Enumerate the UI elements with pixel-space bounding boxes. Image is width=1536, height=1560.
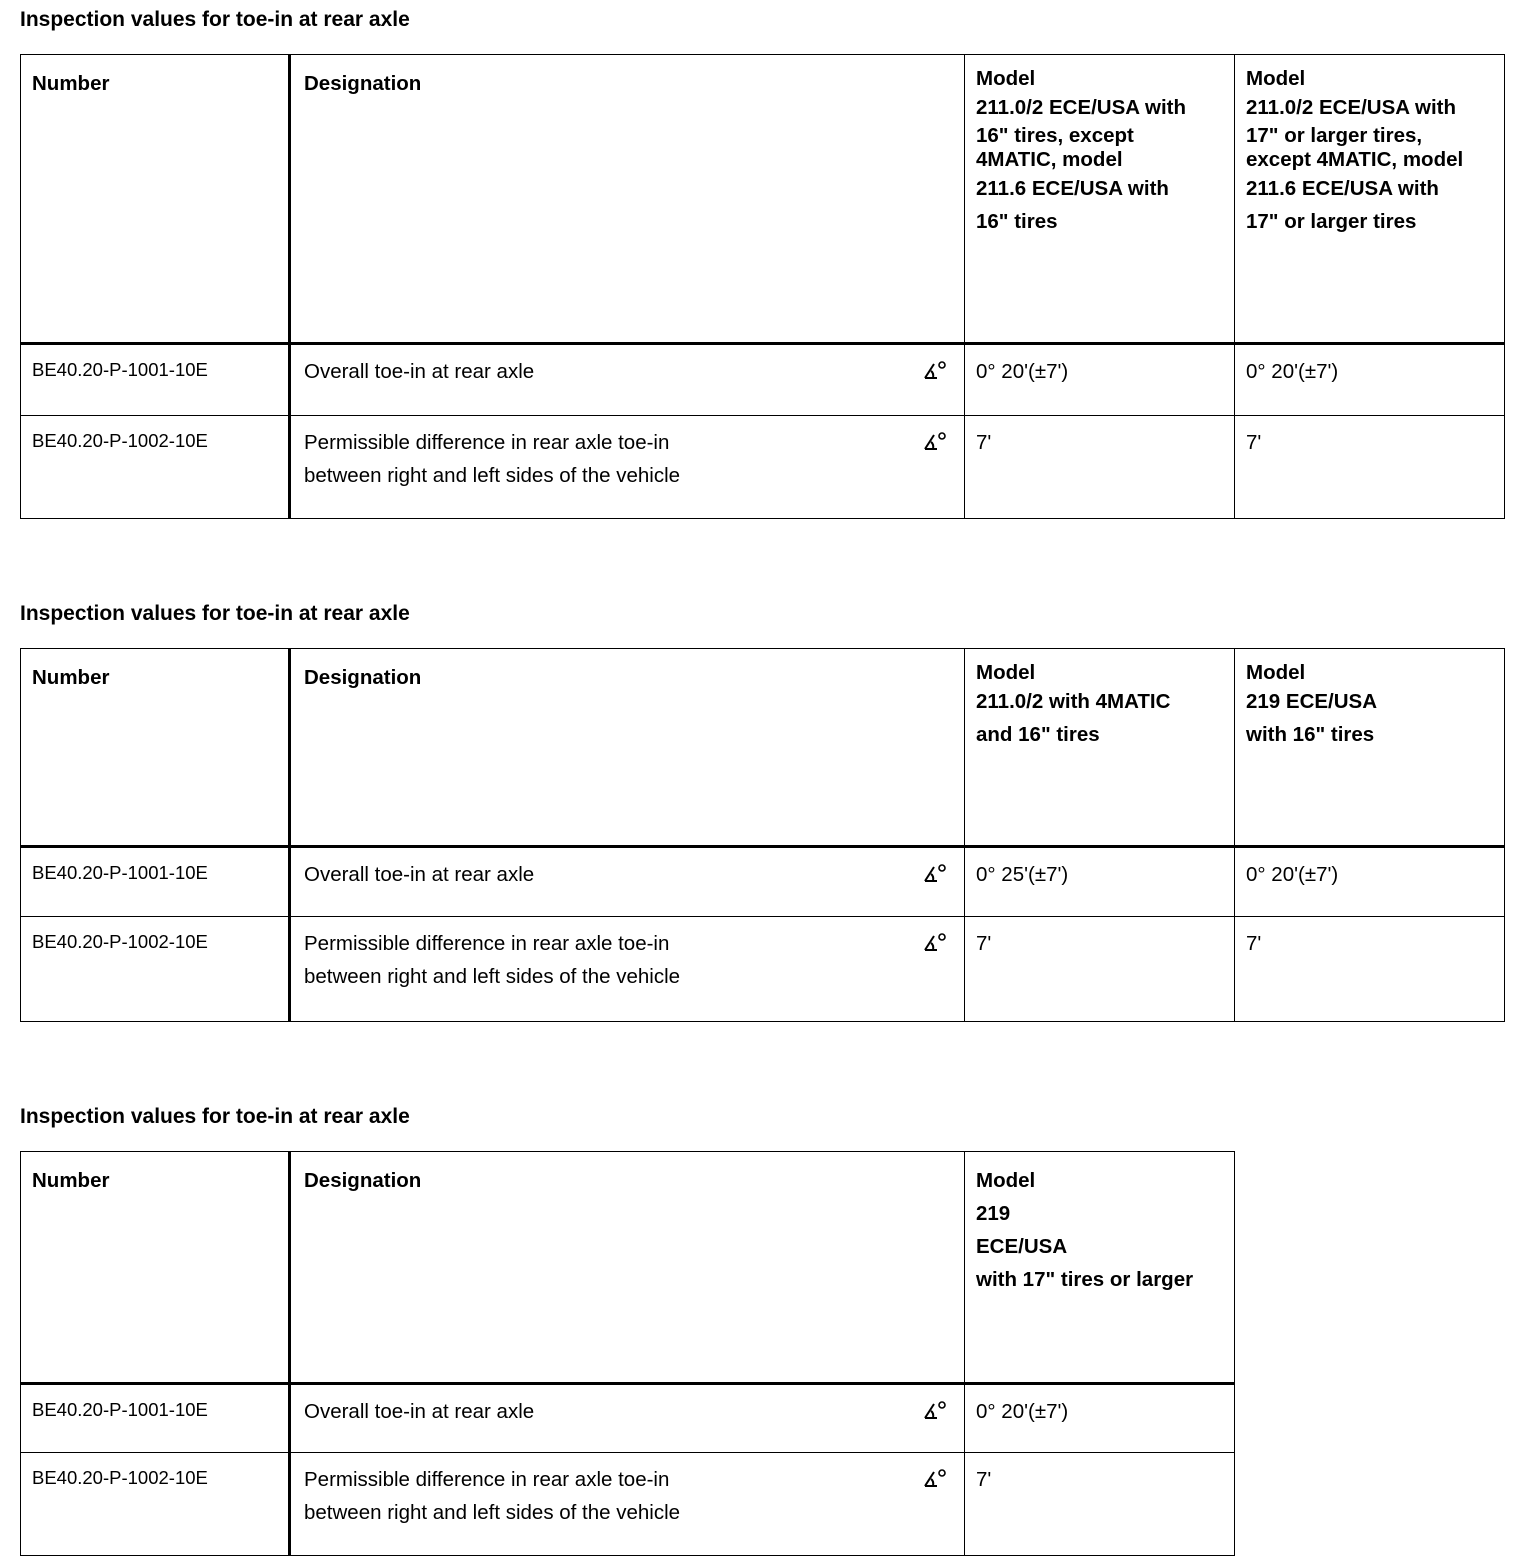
angle-icon bbox=[922, 430, 948, 452]
table-header-row bbox=[21, 55, 1505, 344]
inspection-table bbox=[20, 648, 1505, 1022]
header-number: Number bbox=[21, 1152, 290, 1384]
model-line: 211.0/2 ECE/USA with bbox=[976, 96, 1187, 119]
row-number: BE40.20-P-1002-10E bbox=[21, 416, 290, 519]
designation-text: Overall toe-in at rear axle bbox=[304, 360, 535, 383]
header-model bbox=[1235, 649, 1505, 847]
model-line: 16" tires, except bbox=[976, 124, 1134, 147]
model-label: Model bbox=[976, 661, 1036, 684]
model-line: 17" or larger tires bbox=[1246, 210, 1417, 233]
table-row bbox=[21, 917, 1505, 1022]
section-title: Inspection values for toe-in at rear axle bbox=[20, 602, 410, 625]
designation-text: Permissible difference in rear axle toe-in between right and left sides of the vehicle bbox=[304, 431, 681, 487]
table-row bbox=[21, 416, 1505, 519]
row-number: BE40.20-P-1001-10E bbox=[21, 1384, 290, 1453]
row-value: 7' bbox=[965, 917, 1235, 1022]
inspection-table bbox=[20, 54, 1505, 519]
row-designation bbox=[290, 416, 965, 519]
table-header-row bbox=[21, 1152, 1235, 1384]
designation-text: Permissible difference in rear axle toe-in between right and left sides of the vehicle bbox=[304, 1468, 681, 1524]
row-designation bbox=[290, 1453, 965, 1556]
header-model bbox=[965, 55, 1235, 344]
designation-text: Permissible difference in rear axle toe-in between right and left sides of the vehicle bbox=[304, 932, 681, 988]
row-value: 7' bbox=[965, 1453, 1235, 1556]
model-label: Model bbox=[976, 67, 1036, 90]
model-line: ECE/USA bbox=[976, 1235, 1068, 1258]
angle-icon bbox=[922, 1467, 948, 1489]
model-line: with 16" tires bbox=[1246, 723, 1375, 746]
header-model bbox=[965, 649, 1235, 847]
header-number: Number bbox=[21, 649, 290, 847]
model-line: 16" tires bbox=[976, 210, 1058, 233]
row-value: 0° 20'(±7') bbox=[1235, 847, 1505, 917]
angle-icon bbox=[922, 359, 948, 381]
table-row bbox=[21, 847, 1505, 917]
row-designation bbox=[290, 917, 965, 1022]
inspection-table bbox=[20, 1151, 1235, 1556]
row-number: BE40.20-P-1001-10E bbox=[21, 847, 290, 917]
model-line: 4MATIC, model bbox=[976, 148, 1123, 171]
row-number: BE40.20-P-1002-10E bbox=[21, 1453, 290, 1556]
model-line: and 16" tires bbox=[976, 723, 1100, 746]
header-number: Number bbox=[21, 55, 290, 344]
model-line: 211.0/2 with 4MATIC bbox=[976, 690, 1171, 713]
model-line: 211.6 ECE/USA with bbox=[976, 177, 1169, 200]
model-line: 219 ECE/USA bbox=[1246, 690, 1378, 713]
header-designation: Designation bbox=[290, 1152, 965, 1384]
table-row bbox=[21, 1384, 1235, 1453]
row-value: 0° 25'(±7') bbox=[965, 847, 1235, 917]
model-line: except 4MATIC, model bbox=[1246, 148, 1464, 171]
model-line: 211.0/2 ECE/USA with bbox=[1246, 96, 1457, 119]
model-line: 17" or larger tires, bbox=[1246, 124, 1423, 147]
model-line: with 17" tires or larger bbox=[976, 1268, 1194, 1291]
table-row bbox=[21, 1453, 1235, 1556]
angle-icon bbox=[922, 862, 948, 884]
designation-text: Overall toe-in at rear axle bbox=[304, 863, 535, 886]
section-title: Inspection values for toe-in at rear axle bbox=[20, 1105, 410, 1128]
angle-icon bbox=[922, 1399, 948, 1421]
row-value: 0° 20'(±7') bbox=[965, 344, 1235, 416]
row-value: 7' bbox=[965, 416, 1235, 519]
designation-text: Overall toe-in at rear axle bbox=[304, 1400, 535, 1423]
header-model bbox=[965, 1152, 1235, 1384]
section-title: Inspection values for toe-in at rear axle bbox=[20, 8, 410, 31]
row-value: 7' bbox=[1235, 917, 1505, 1022]
header-model bbox=[1235, 55, 1505, 344]
row-designation bbox=[290, 847, 965, 917]
angle-icon bbox=[922, 931, 948, 953]
table-header-row bbox=[21, 649, 1505, 847]
model-label: Model bbox=[976, 1169, 1036, 1192]
row-value: 0° 20'(±7') bbox=[965, 1384, 1235, 1453]
table-row bbox=[21, 344, 1505, 416]
model-line: 211.6 ECE/USA with bbox=[1246, 177, 1439, 200]
row-value: 0° 20'(±7') bbox=[1235, 344, 1505, 416]
row-number: BE40.20-P-1002-10E bbox=[21, 917, 290, 1022]
header-designation: Designation bbox=[290, 649, 965, 847]
model-label: Model bbox=[1246, 661, 1306, 684]
row-designation bbox=[290, 344, 965, 416]
model-line: 219 bbox=[976, 1202, 1011, 1225]
header-designation: Designation bbox=[290, 55, 965, 344]
row-number: BE40.20-P-1001-10E bbox=[21, 344, 290, 416]
model-label: Model bbox=[1246, 67, 1306, 90]
row-designation bbox=[290, 1384, 965, 1453]
row-value: 7' bbox=[1235, 416, 1505, 519]
